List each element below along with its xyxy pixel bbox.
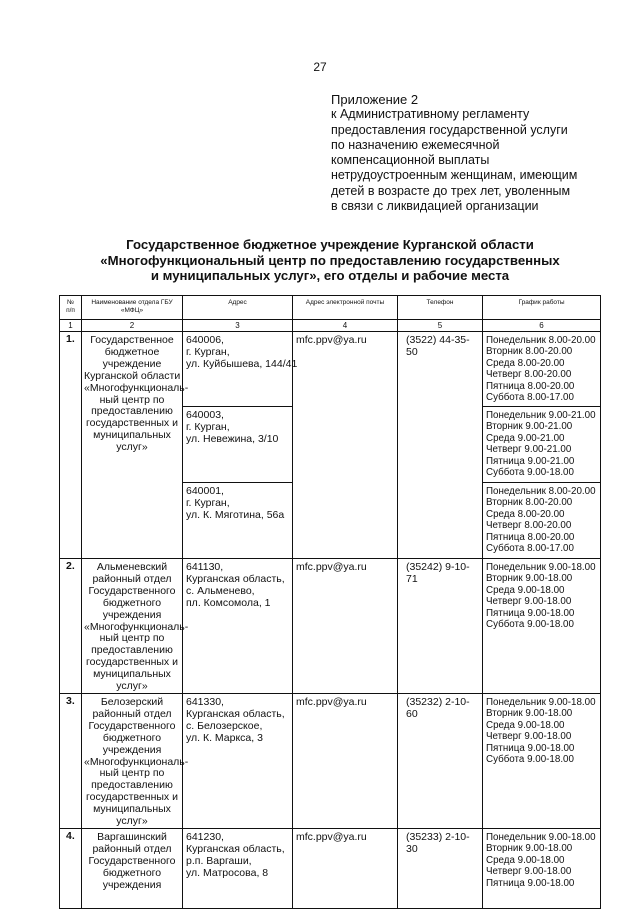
appendix-title: Приложение 2 [331,92,419,107]
row-number: 3. [60,693,82,828]
row-number: 4. [60,828,82,908]
table-row [60,828,601,908]
office-name: Государственное бюджетное учреждение Курганской области «Многофункциональ- ный центр по предоставлению государственных и муниципальных услуг» [82,332,183,559]
office-address: 641130, Курганская область, с. Альменево, пл. Комсомола, 1 [183,559,293,694]
document-title-line: «Многофункциональный центр по предоставлению государственных [100,252,560,268]
office-schedule: Понедельник 8.00-20.00 Вторник 8.00-20.00 Среда 8.00-20.00 Четверг 8.00-20.00 Пятница 8.00-20.00 Суббота 8.00-17.00 [483,483,601,559]
row-number: 2. [60,559,82,694]
appendix-line: детей в возрасте до трех лет, уволенным [331,183,571,198]
appendix-line: в связи с ликвидацией организации [331,199,539,214]
table-row [60,693,601,828]
document-title-line: и муниципальных услуг», его отделы и рабочие места [150,268,510,283]
office-name: Белозерский районный отдел Государственного бюджетного учреждения «Многофункциональ- ный центр по предоставлению государственных и муниципальных услуг» [82,693,183,828]
office-address: 640003, г. Курган, ул. Невежина, 3/10 [183,407,293,483]
office-phone: (35242) 9-10-71 [398,559,483,694]
mfc-offices-table [59,295,601,909]
appendix-line: нетрудоустроенным женщинам, имеющим [331,168,578,183]
table-header-row [60,296,601,320]
office-name: Варгашинский районный отдел Государственного бюджетного учреждения [82,828,183,908]
column-number: 2 [82,320,183,332]
column-number: 1 [60,320,82,332]
column-number-row [60,320,601,332]
office-phone: (35233) 2-10-30 [398,828,483,908]
office-schedule: Понедельник 9.00-21.00 Вторник 9.00-21.00 Среда 9.00-21.00 Четверг 9.00-21.00 Пятница 9.00-21.00 Суббота 9.00-18.00 [483,407,601,483]
document-title [60,237,600,284]
office-email: mfc.ppv@ya.ru [293,828,398,908]
appendix-line: компенсационной выплаты [331,153,490,168]
appendix-line: предоставления государственной услуги [331,122,568,137]
table-row [60,332,601,407]
office-phone: (3522) 44-35-50 [398,332,483,559]
header-name: Наименование отдела ГБУ «МФЦ» [82,296,183,320]
office-address: 640006, г. Курган, ул. Куйбышева, 144/41 [183,332,293,407]
column-number: 4 [293,320,398,332]
office-email: mfc.ppv@ya.ru [293,332,398,559]
table-row [60,559,601,694]
office-phone: (35232) 2-10-60 [398,693,483,828]
office-schedule: Понедельник 8.00-20.00 Вторник 8.00-20.00 Среда 8.00-20.00 Четверг 8.00-20.00 Пятница 8.00-20.00 Суббота 8.00-17.00 [483,332,601,407]
header-schedule: График работы [483,296,601,320]
header-num: № п/п [60,296,82,320]
office-schedule: Понедельник 9.00-18.00 Вторник 9.00-18.00 Среда 9.00-18.00 Четверг 9.00-18.00 Пятница 9.00-18.00 Суббота 9.00-18.00 [483,693,601,828]
office-schedule: Понедельник 9.00-18.00 Вторник 9.00-18.00 Среда 9.00-18.00 Четверг 9.00-18.00 Пятница 9.00-18.00 Суббота 9.00-18.00 [483,559,601,694]
header-address: Адрес [183,296,293,320]
column-number: 3 [183,320,293,332]
office-address: 640001, г. Курган, ул. К. Мяготина, 56а [183,483,293,559]
office-schedule: Понедельник 9.00-18.00 Вторник 9.00-18.00 Среда 9.00-18.00 Четверг 9.00-18.00 Пятница 9.00-18.00 [483,828,601,908]
column-number: 5 [398,320,483,332]
office-email: mfc.ppv@ya.ru [293,559,398,694]
header-phone: Телефон [398,296,483,320]
office-name: Альменевский районный отдел Государственного бюджетного учреждения «Многофункциональ- ный центр по предоставлению государственных и муниципальных услуг» [82,559,183,694]
appendix-line: по назначению ежемесячной [331,137,500,152]
office-address: 641330, Курганская область, с. Белозерское, ул. К. Маркса, 3 [183,693,293,828]
appendix-block [331,92,601,214]
appendix-line: к Административному регламенту [331,107,530,122]
office-email: mfc.ppv@ya.ru [293,693,398,828]
row-number: 1. [60,332,82,559]
office-address: 641230, Курганская область, р.п. Варгаши, ул. Матросова, 8 [183,828,293,908]
document-title-line: Государственное бюджетное учреждение Курганской области [126,237,534,252]
page-number: 27 [313,60,327,74]
header-email: Адрес электронной почты [293,296,398,320]
column-number: 6 [483,320,601,332]
